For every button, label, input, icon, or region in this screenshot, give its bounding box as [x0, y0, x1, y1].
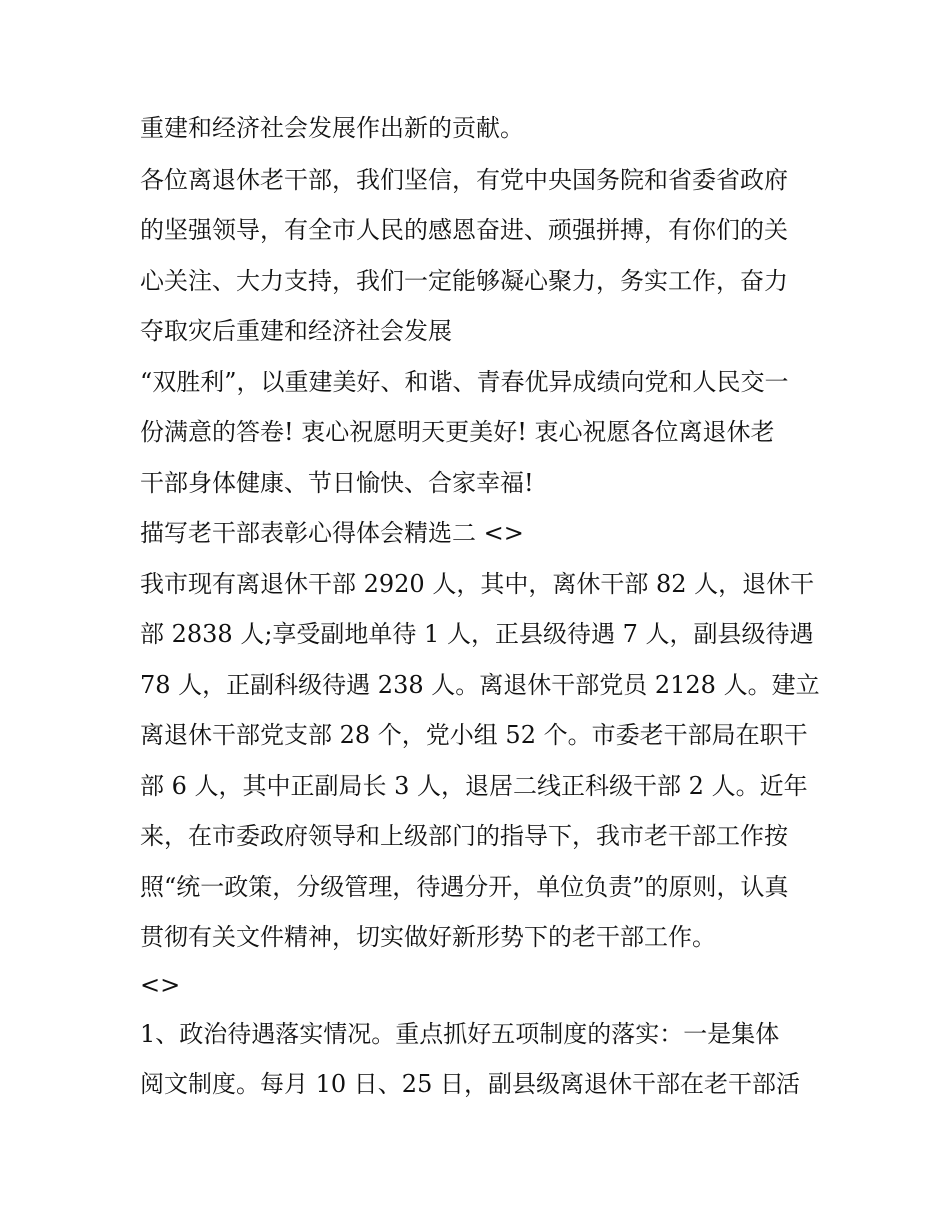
text-line-4: 心关注、大力支持，我们一定能够凝心聚力，务实工作，奋力	[140, 267, 788, 295]
section-heading: 描写老干部表彰心得体会精选二 <>	[140, 519, 524, 547]
text-line-20: 阅文制度。每月 10 日、25 日，副县级离退休干部在老干部活	[140, 1070, 800, 1098]
text-line-5: 夺取灾后重建和经济社会发展	[140, 317, 452, 345]
text-line-1: 重建和经济社会发展作出新的贡献。	[140, 114, 524, 142]
text-line-14: 部 6 人，其中正副局长 3 人，退居二线正科级干部 2 人。近年	[140, 772, 808, 800]
text-line-7: 份满意的答卷! 衷心祝愿明天更美好! 衷心祝愿各位离退休老	[140, 418, 775, 446]
text-line-12: 78 人，正副科级待遇 238 人。离退休干部党员 2128 人。建立	[140, 671, 820, 699]
separator-marker: <>	[140, 971, 181, 999]
text-line-3: 的坚强领导，有全市人民的感恩奋进、顽强拼搏，有你们的关	[140, 216, 788, 244]
text-line-2: 各位离退休老干部，我们坚信，有党中央国务院和省委省政府	[140, 166, 788, 194]
text-line-15: 来，在市委政府领导和上级部门的指导下，我市老干部工作按	[140, 822, 788, 850]
text-line-13: 离退休干部党支部 28 个，党小组 52 个。市委老干部局在职干	[140, 721, 808, 749]
text-line-6: “双胜利”，以重建美好、和谐、青春优异成绩向党和人民交一	[140, 368, 789, 396]
text-line-8: 干部身体健康、节日愉快、合家幸福!	[140, 469, 534, 497]
text-line-17: 贯彻有关文件精神，切实做好新形势下的老干部工作。	[140, 923, 716, 951]
text-line-16: 照“统一政策，分级管理，待遇分开，单位负责”的原则，认真	[140, 873, 789, 901]
text-line-19: 1、政治待遇落实情况。重点抓好五项制度的落实：一是集体	[140, 1020, 780, 1048]
text-line-10: 我市现有离退休干部 2920 人，其中，离休干部 82 人，退休干	[140, 570, 815, 598]
text-line-11: 部 2838 人;享受副地单待 1 人，正县级待遇 7 人，副县级待遇	[140, 620, 814, 648]
